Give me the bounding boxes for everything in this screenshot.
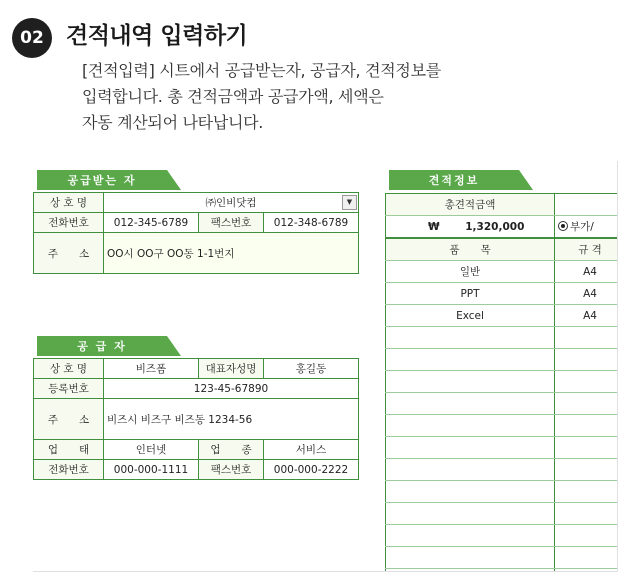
supplier-ceo-label: 대표자성명 [199,359,264,379]
item-name[interactable]: 일반 [386,261,555,283]
supplier-reg-value[interactable]: 123-45-67890 [104,379,359,399]
supplier-tab: 공 급 자 [37,336,167,356]
currency-symbol: ₩ [428,220,440,233]
estimate-panel [385,193,618,572]
radio-selected-icon[interactable] [558,221,568,231]
recipient-phone-value[interactable]: 012-345-6789 [104,213,199,233]
empty-spec-cell[interactable] [555,437,619,459]
empty-item-cell[interactable] [386,371,555,393]
item-spec[interactable]: A4 [555,261,619,283]
recipient-fax-label: 팩스번호 [199,213,264,233]
recipient-name-label: 상 호 명 [34,193,104,213]
total-amount-cell [386,216,555,239]
recipient-address-value[interactable]: OO시 OO구 OO동 1-1번지 [104,233,359,274]
empty-spec-cell[interactable] [555,371,619,393]
recipient-fax-value[interactable]: 012-348-6789 [264,213,359,233]
item-spec[interactable]: A4 [555,283,619,305]
supplier-category-label: 업 종 [199,440,264,460]
empty-item-cell[interactable] [386,437,555,459]
total-amount-value: 1,320,000 [465,220,525,233]
empty-spec-cell[interactable] [555,459,619,481]
recipient-address-label: 주 소 [34,233,104,274]
dropdown-arrow-icon[interactable]: ▼ [342,195,357,210]
empty-spec-cell[interactable] [555,393,619,415]
supplier-business-label: 업 태 [34,440,104,460]
empty-item-cell[interactable] [386,481,555,503]
estimate-tab: 견적정보 [389,170,519,190]
recipient-phone-label: 전화번호 [34,213,104,233]
supplier-phone-value[interactable]: 000-000-1111 [104,460,199,480]
supplier-name-label: 상 호 명 [34,359,104,379]
description-line: 입력합니다. 총 견적금액과 공급가액, 세액은 [82,87,384,106]
supplier-ceo-value[interactable]: 홍길동 [264,359,359,379]
empty-spec-cell[interactable] [555,525,619,547]
supplier-name-value[interactable]: 비즈폼 [104,359,199,379]
vat-radio[interactable] [555,216,619,239]
empty-item-cell[interactable] [386,525,555,547]
item-spec[interactable]: A4 [555,305,619,327]
description-line: [견적입력] 시트에서 공급받는자, 공급자, 견적정보를 [82,61,441,80]
description [82,58,441,136]
empty-spec-cell[interactable] [555,547,619,569]
empty-spec-cell[interactable] [555,481,619,503]
spreadsheet-area [33,161,618,572]
empty-item-cell[interactable] [386,547,555,569]
step-badge: 02 [12,18,52,58]
vat-option-label: 부가/ [570,221,594,233]
supplier-address-label: 주 소 [34,399,104,440]
supplier-fax-value[interactable]: 000-000-2222 [264,460,359,480]
empty-spec-cell[interactable] [555,349,619,371]
empty-item-cell[interactable] [386,459,555,481]
supplier-fax-label: 팩스번호 [199,460,264,480]
empty-item-cell[interactable] [386,415,555,437]
supplier-phone-label: 전화번호 [34,460,104,480]
recipient-tab: 공급받는 자 [37,170,167,190]
supplier-address-value[interactable]: 비즈시 비즈구 비즈동 1234-56 [104,399,359,440]
item-name[interactable]: Excel [386,305,555,327]
empty-item-cell[interactable] [386,569,555,573]
empty-spec-cell[interactable] [555,569,619,573]
empty-item-cell[interactable] [386,503,555,525]
empty-spec-cell[interactable] [555,503,619,525]
supplier-business-value[interactable]: 인터넷 [104,440,199,460]
recipient-table [33,192,359,274]
item-header: 품 목 [386,238,555,261]
recipient-name-value: ㈜인비닷컴 [205,197,257,209]
empty-item-cell[interactable] [386,393,555,415]
recipient-name-select[interactable] [104,193,359,213]
spec-header: 규 격 [555,238,619,261]
supplier-reg-label: 등록번호 [34,379,104,399]
description-line: 자동 계산되어 나타납니다. [82,113,264,132]
item-name[interactable]: PPT [386,283,555,305]
estimate-table [385,193,618,572]
empty-spec-cell[interactable] [555,415,619,437]
empty-item-cell[interactable] [386,327,555,349]
total-label-blank [555,194,619,216]
total-label: 총견적금액 [386,194,555,216]
page-title: 견적내역 입력하기 [66,23,248,49]
supplier-category-value[interactable]: 서비스 [264,440,359,460]
supplier-table [33,358,359,480]
empty-item-cell[interactable] [386,349,555,371]
empty-spec-cell[interactable] [555,327,619,349]
